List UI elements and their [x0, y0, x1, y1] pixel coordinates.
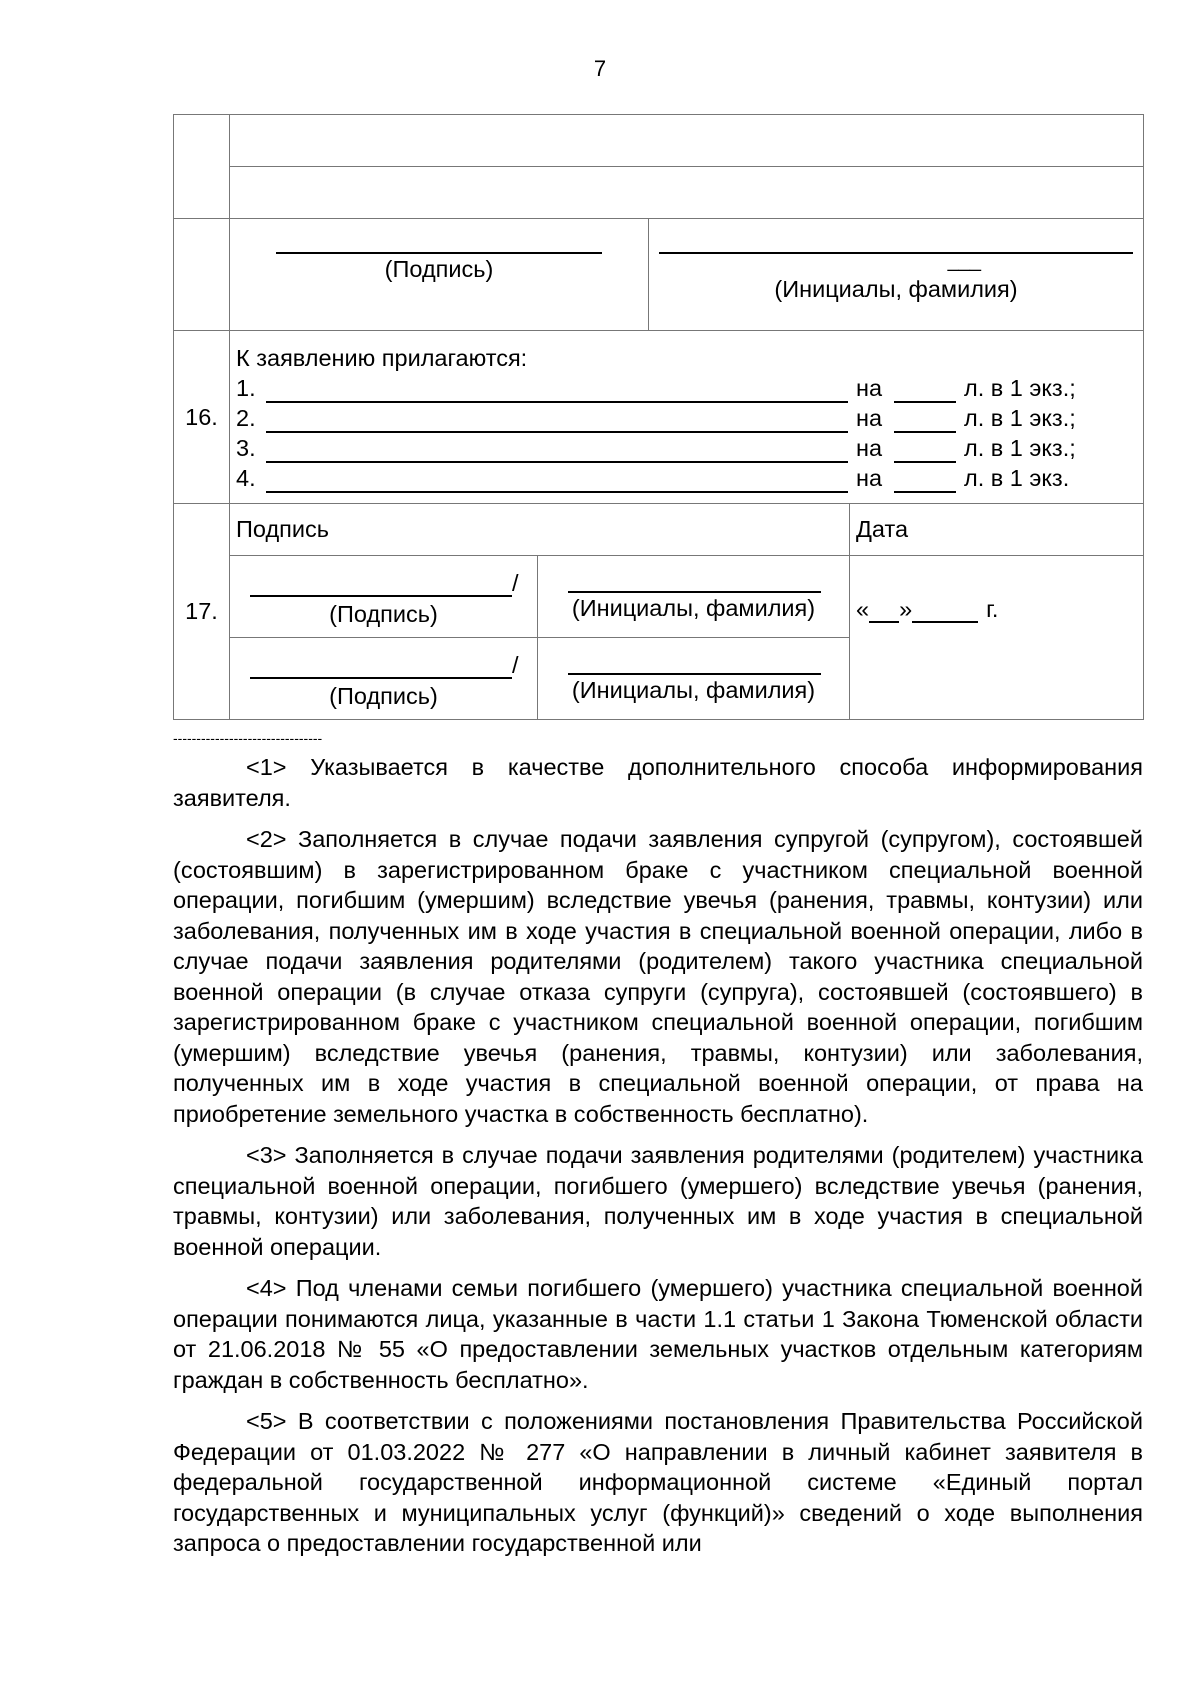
date-month-line[interactable] [912, 599, 978, 623]
signature-cell-2 [230, 638, 538, 720]
attachment-item [236, 433, 1143, 463]
attachment-index: 3. [236, 435, 256, 461]
attachment-on: на [856, 405, 883, 431]
initials-line-tail: ___ [947, 250, 981, 272]
page-number: 7 [593, 56, 607, 81]
date-day-line[interactable] [869, 599, 899, 623]
date-cell [850, 556, 1144, 720]
footnote-3: <3> Заполняется в случае подачи заявления родителями (родителем) участника специальной военной операции, погибшего (умершего) вследствие увечья (ранения, травмы, контузии) или заболевания, полученных им в ходе участия в специальной военной операции. [173, 1142, 1143, 1260]
attachment-name-line[interactable] [266, 380, 848, 403]
row-16-number: 16. [174, 331, 230, 504]
signature-cell-1 [230, 556, 538, 638]
attachment-name-line[interactable] [266, 440, 848, 463]
attachment-on: на [856, 375, 883, 401]
initials-line-2[interactable] [568, 673, 821, 675]
row-17-signature-header: Подпись [230, 504, 850, 556]
footnote-5: <5> В соответствии с положениями постановления Правительства Российской Федерации от 01.03.2022 № 277 «О направлении в личный кабинет заявителя в федеральной государственной информационной системе «Единый портал государственных и муниципальных услуг (функций)» сведений о ходе выполнения запроса о предоставлении государственной или [173, 1408, 1143, 1556]
attachment-index: 4. [236, 465, 256, 491]
initials-line-1[interactable] [568, 591, 821, 593]
initials-cell-1 [538, 556, 850, 638]
signature-line-2[interactable] [250, 655, 512, 679]
attachment-on: на [856, 465, 883, 491]
attachment-suffix: л. в 1 экз.; [964, 405, 1076, 431]
attachment-pages-line[interactable] [894, 380, 956, 403]
signature-caption-1: (Подпись) [329, 601, 438, 627]
signature-line-1[interactable] [250, 573, 512, 597]
signature-slash-2: / [512, 652, 519, 678]
attachment-suffix: л. в 1 экз.; [964, 435, 1076, 461]
attachment-item [236, 373, 1143, 403]
blank-field-row-1[interactable] [230, 115, 1144, 167]
attachment-pages-line[interactable] [894, 410, 956, 433]
attachment-item [236, 463, 1143, 493]
attachment-name-line[interactable] [266, 410, 848, 433]
attachment-on: на [856, 435, 883, 461]
blank-field-row-2[interactable] [230, 167, 1144, 219]
footnote-1: <1> Указывается в качестве дополнительного способа информирования заявителя. [173, 754, 1143, 811]
attachment-index: 2. [236, 405, 256, 431]
row-17-number: 17. [174, 504, 230, 720]
row-17-date-header: Дата [850, 504, 1144, 556]
initials-cell-2 [538, 638, 850, 720]
signature-caption-2: (Подпись) [329, 683, 438, 709]
footnote-4: <4> Под членами семьи погибшего (умершего) участника специальной военной операции понимаются лица, указанные в части 1.1 статьи 1 Закона Тюменской области от 21.06.2018 № 55 «О предоставлении земельных участков отдельным категориям граждан в собственность бесплатно». [173, 1275, 1143, 1393]
date-year-suffix: г. [986, 596, 999, 622]
date-close-quote: » [899, 596, 913, 622]
attachment-item [236, 403, 1143, 433]
attachment-pages-line[interactable] [894, 470, 956, 493]
attachment-suffix: л. в 1 экз. [964, 465, 1070, 491]
attachment-name-line[interactable] [266, 470, 848, 493]
attachments-heading: К заявлению прилагаются: [236, 345, 528, 371]
blank-number-cell [174, 115, 230, 219]
initials-caption-1: (Инициалы, фамилия) [571, 595, 816, 621]
signature-number-cell [174, 219, 230, 331]
signature-cell [230, 219, 649, 331]
attachment-pages-line[interactable] [894, 440, 956, 463]
attachments-cell [230, 331, 1144, 504]
attachment-suffix: л. в 1 экз.; [964, 375, 1076, 401]
date-open-quote: « [856, 596, 870, 622]
footnotes [173, 752, 1143, 1570]
footnote-separator: -------------------------------- [173, 730, 323, 746]
application-form-table [173, 114, 1144, 720]
signature-slash-1: / [512, 570, 519, 596]
signature-caption: (Подпись) [384, 256, 494, 282]
initials-cell [649, 219, 1144, 331]
signature-line[interactable] [276, 252, 602, 254]
initials-caption-2: (Инициалы, фамилия) [571, 677, 816, 703]
footnote-2: <2> Заполняется в случае подачи заявления супругой (супругом), состоявшей (состоявшим) в зарегистрированном браке с участником специальной военной операции, погибшим (умершим) вследствие увечья (ранения, травмы, контузии) или заболевания, полученных им в ходе участия в специальной военной операции, либо в случае подачи заявления родителями (родителем) такого участника специальной военной операции (в случае отказа супруги (супруга), состоявшей (состоявшего) в зарегистрированном браке с участником специальной военной операции, погибшим (умершим) вследствие увечья (ранения, травмы, контузии) или заболевания, полученных им в ходе участия в специальной военной операции, от права на приобретение земельного участка в собственность бесплатно). [173, 826, 1143, 1127]
initials-caption: (Инициалы, фамилия) [774, 276, 1018, 302]
attachment-index: 1. [236, 375, 256, 401]
